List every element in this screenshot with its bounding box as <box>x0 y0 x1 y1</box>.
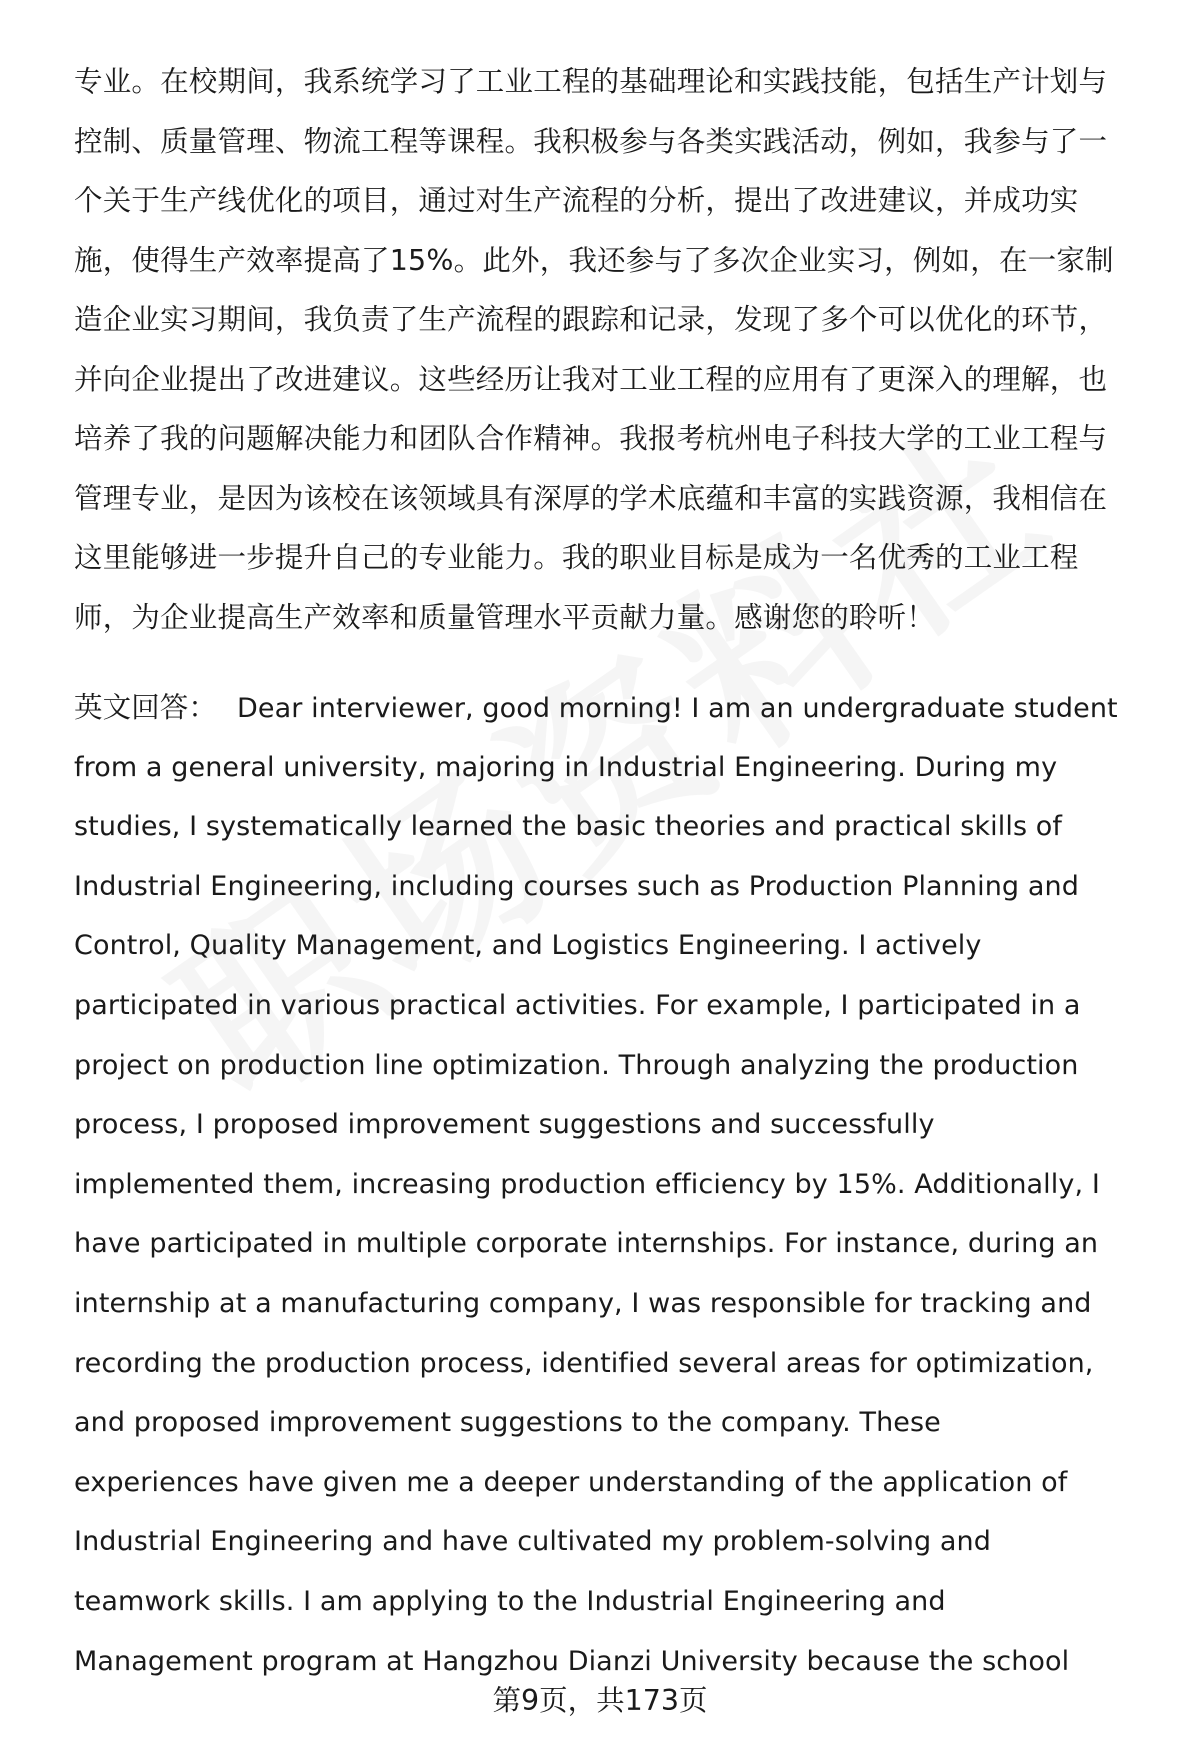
paragraph-line: 培养了我的问题解决能力和团队合作精神。我报考杭州电子科技大学的工业工程与 <box>74 422 1108 455</box>
paragraph-line: 师，为企业提高生产效率和质量管理水平贡献力量。感谢您的聆听！ <box>74 600 936 634</box>
paragraph-line: 这里能够进一步提升自己的专业能力。我的职业目标是成为一名优秀的工业工程 <box>74 541 1079 574</box>
paragraph-line <box>74 678 1159 738</box>
paragraph-line: have participated in multiple corporate internships. For instance, during an <box>74 1228 1099 1260</box>
paragraph-line: participated in various practical activities. For example, I participated in a <box>74 989 1081 1021</box>
paragraph-line: 并向企业提出了改进建议。这些经历让我对工业工程的应用有了更深入的理解，也 <box>74 362 1108 396</box>
paragraph-line: from a general university, majoring in Industrial Engineering. During my <box>74 751 1058 783</box>
paragraph-line: project on production line optimization. Through analyzing the production <box>74 1049 1079 1081</box>
paragraph-line: process, I proposed improvement suggestions and successfully <box>74 1109 935 1141</box>
paragraph-line: 管理专业，是因为该校在该领域具有深厚的学术底蕴和丰富的实践资源，我相信在 <box>74 481 1108 515</box>
paragraph-line-text: Dear interviewer, good morning! I am an undergraduate student <box>237 693 1118 724</box>
paragraph-line: studies, I systematically learned the basic theories and practical skills of <box>74 811 1063 843</box>
english-answer-label: 英文回答： <box>74 691 218 724</box>
paragraph-line: experiences have given me a deeper understanding of the application of <box>74 1466 1068 1498</box>
paragraph-line: Control, Quality Management, and Logistics Engineering. I actively <box>74 930 982 962</box>
paragraph-line: 个关于生产线优化的项目，通过对生产流程的分析，提出了改进建议，并成功实 <box>74 184 1079 217</box>
paragraph-line: recording the production process, identified several areas for optimization, <box>74 1347 1094 1379</box>
paragraph-line: Management program at Hangzhou Dianzi University because the school <box>74 1645 1070 1677</box>
paragraph-line: Industrial Engineering, including courses such as Production Planning and <box>74 870 1079 902</box>
paragraph-spacer <box>74 647 1159 678</box>
paragraph-line: implemented them, increasing production efficiency by 15%. Additionally, I <box>74 1168 1100 1200</box>
paragraph-line: and proposed improvement suggestions to the company. These <box>74 1407 941 1439</box>
page-number-footer: 第9页，共173页 <box>492 1684 708 1717</box>
paragraph-line: internship at a manufacturing company, I was responsible for tracking and <box>74 1287 1092 1319</box>
page-content <box>74 52 1159 1691</box>
english-answer-paragraph <box>74 678 1159 1691</box>
paragraph-line: teamwork skills. I am applying to the Industrial Engineering and <box>74 1585 946 1617</box>
paragraph-line: 造企业实习期间，我负责了生产流程的跟踪和记录，发现了多个可以优化的环节， <box>74 303 1108 336</box>
paragraph-line: 施，使得生产效率提高了15%。此外，我还参与了多次企业实习，例如，在一家制 <box>74 243 1114 277</box>
paragraph-line: 控制、质量管理、物流工程等课程。我积极参与各类实践活动，例如，我参与了一 <box>74 124 1108 158</box>
paragraph-line: 专业。在校期间，我系统学习了工业工程的基础理论和实践技能，包括生产计划与 <box>74 65 1108 98</box>
chinese-answer-paragraph <box>74 52 1159 647</box>
paragraph-line: Industrial Engineering and have cultivated my problem-solving and <box>74 1526 992 1558</box>
